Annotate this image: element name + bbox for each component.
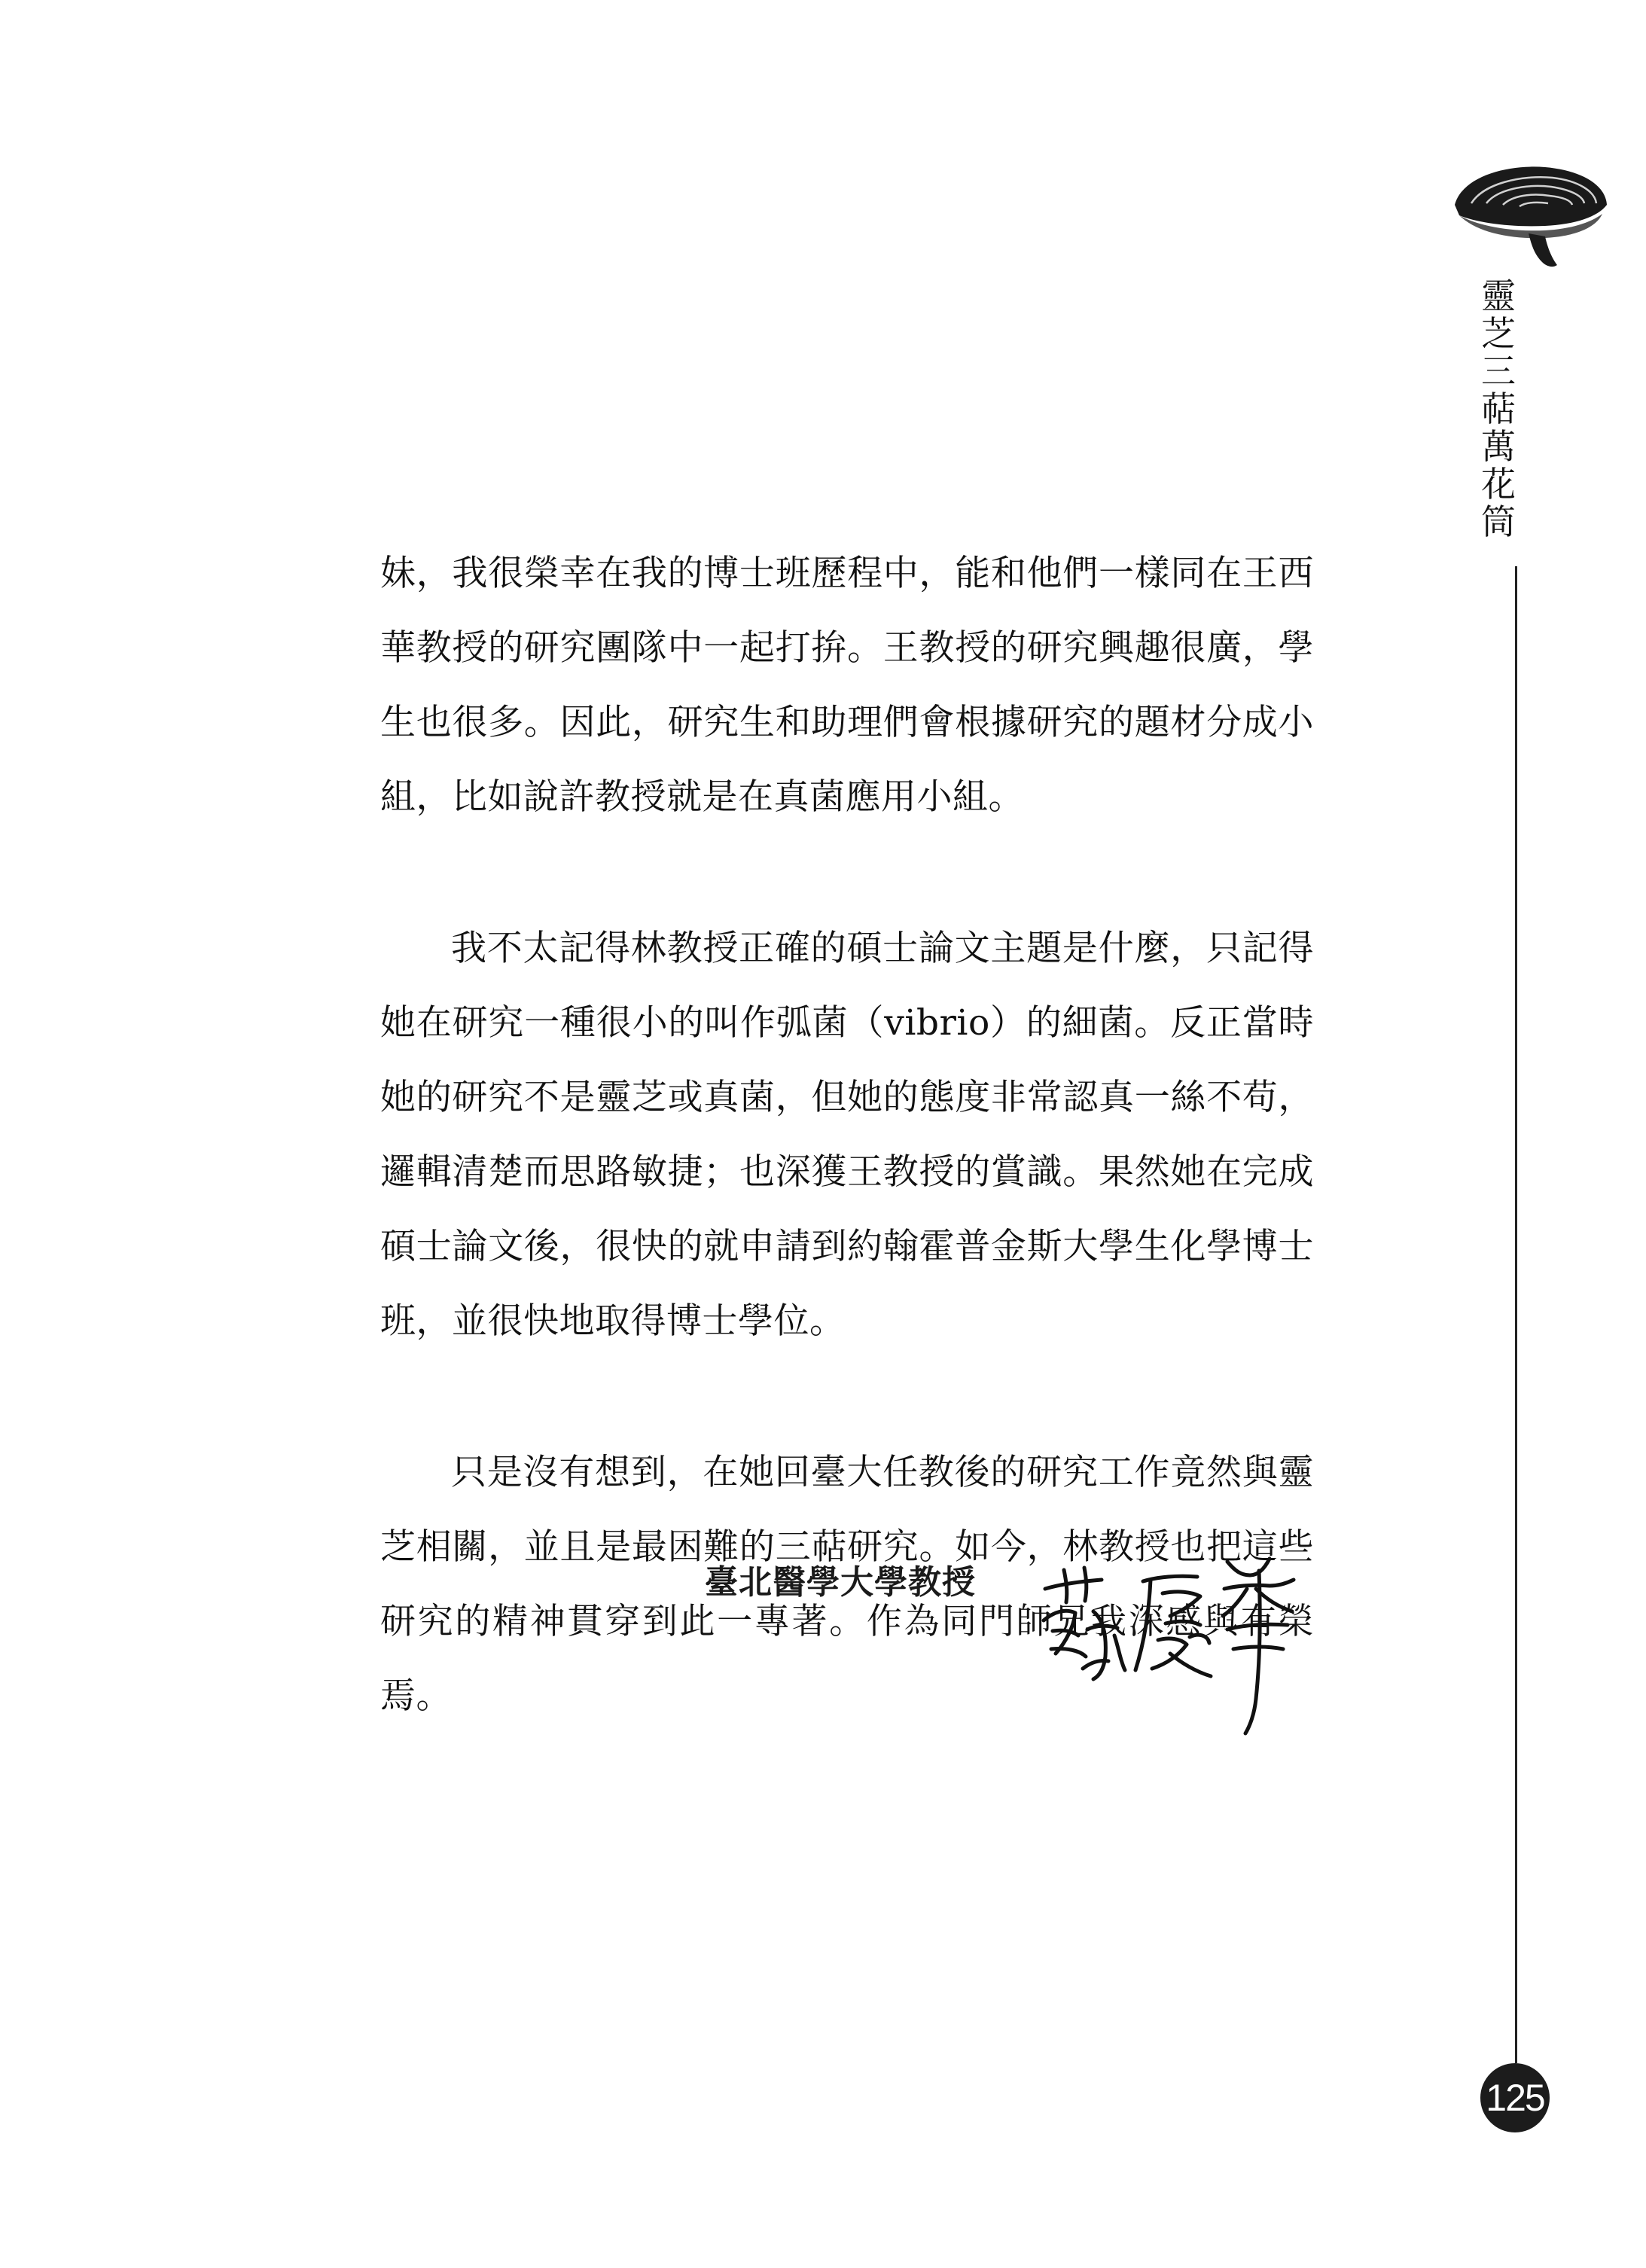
running-header-title: 靈芝三萜萬花筒 — [1481, 276, 1516, 542]
paragraph-1: 妹，我很榮幸在我的博士班歷程中，能和他們一樣同在王西華教授的研究團隊中一起打拚。王教授的研究興趣很廣，學生也很多。因此，研究生和助理們會根據研究的題材分成小組，比如說許教授就是在真菌應用小組。 — [380, 553, 1314, 818]
page-number: 125 — [1480, 2063, 1550, 2132]
lingzhi-mushroom-icon — [1447, 158, 1613, 271]
paragraph-3: 只是沒有想到，在她回臺大任教後的研究工作竟然與靈芝相關，並且是最困難的三萜研究。如今，林教授也把這些研究的精神貫穿到此一專著。作為同門師兄我深感與有榮焉。 — [380, 1452, 1314, 1717]
margin-rule — [1515, 566, 1517, 2063]
signature-title: 臺北醫學大學教授 — [705, 1563, 976, 1602]
paragraph-2: 我不太記得林教授正確的碩士論文主題是什麼，只記得她在研究一種很小的叫作弧菌（vibrio）的細菌。反正當時她的研究不是靈芝或真菌，但她的態度非常認真一絲不苟，邏輯清楚而思路敏捷；也深獲王教授的賞識。果然她在完成碩士論文後，很快的就申請到約翰霍普金斯大學生化學博士班，並很快地取得博士學位。 — [380, 928, 1314, 1342]
handwritten-signature — [1030, 1536, 1316, 1747]
